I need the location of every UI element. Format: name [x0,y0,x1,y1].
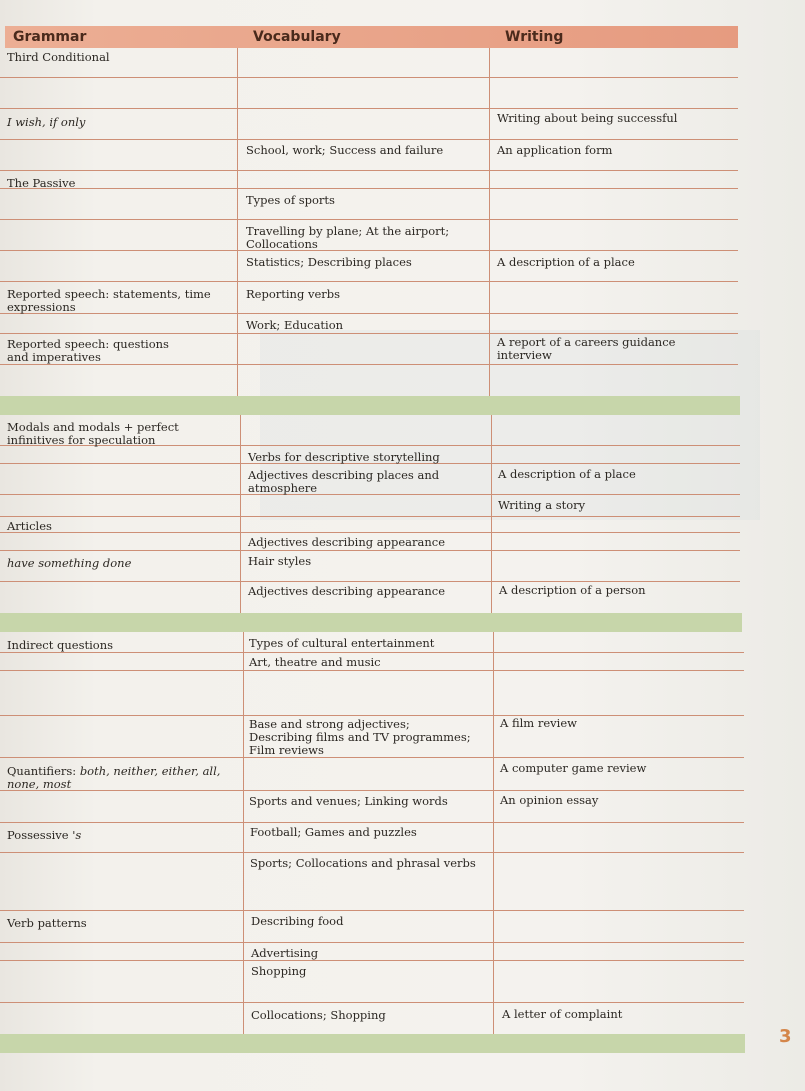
row-divider [0,188,738,189]
row-divider [0,313,738,314]
grammar-label-italic: both, neither, either, all, [79,764,221,778]
vocabulary-cell: Reporting verbs [246,287,341,301]
vocabulary-cell: Verbs for descriptive storytelling [248,450,440,464]
grammar-cell: infinitives for speculation [7,433,156,447]
writing-cell: interview [497,348,552,362]
vocabulary-cell: School, work; Success and failure [246,143,444,157]
vocabulary-cell: Sports; Collocations and phrasal verbs [250,856,476,870]
grammar-cell: and imperatives [7,350,101,364]
row-divider [0,532,740,533]
vocabulary-cell: Football; Games and puzzles [250,825,417,839]
section-band [0,396,740,415]
writing-cell: A letter of complaint [502,1007,623,1021]
vocabulary-cell: Sports and venues; Linking words [249,794,448,808]
vocabulary-cell: Shopping [251,964,307,978]
vocabulary-cell: Work; Education [246,318,344,332]
writing-cell: A report of a careers guidance [497,335,676,349]
vocabulary-cell: Types of sports [246,193,335,207]
vocabulary-cell: Art, theatre and music [249,655,381,669]
header-grammar: Grammar [13,29,87,45]
section-band [0,1034,745,1053]
row-divider [0,942,744,943]
row-divider [0,364,738,365]
writing-cell: A description of a person [499,583,646,597]
grammar-cell: Indirect questions [7,638,114,652]
vocabulary-cell: Statistics; Describing places [246,255,412,269]
row-divider [0,516,740,517]
vocabulary-cell: Collocations [246,237,318,251]
writing-cell: An application form [497,143,613,157]
grammar-label: Quantifiers: [7,764,80,778]
row-divider [0,581,740,582]
grammar-cell: Reported speech: statements, time [7,287,211,301]
row-divider [0,281,738,282]
grammar-cell: Articles [7,519,52,533]
vocabulary-cell: Adjectives describing appearance [248,584,446,598]
writing-cell: A description of a place [497,255,635,269]
vocabulary-cell: Adjectives describing appearance [248,535,446,549]
row-divider [0,494,740,495]
row-divider [0,715,744,716]
grammar-cell: Verb patterns [7,916,87,930]
row-divider [0,550,740,551]
grammar-label-italic: 's [72,828,82,842]
grammar-cell: The Passive [7,176,76,190]
vocabulary-cell: Base and strong adjectives; [249,717,410,731]
page-number: 3 [779,1026,792,1047]
grammar-cell: none, most [7,777,72,791]
column-divider [493,632,494,1034]
grammar-cell: have something done [7,556,132,570]
table-header [5,26,738,48]
column-divider [237,48,238,396]
vocabulary-cell: Collocations; Shopping [251,1008,386,1022]
header-writing: Writing [505,29,564,45]
grammar-label: Possessive [7,828,73,842]
row-divider [0,670,744,671]
row-divider [0,757,744,758]
row-divider [0,250,738,251]
writing-cell: An opinion essay [500,793,599,807]
grammar-cell: Third Conditional [7,50,110,64]
vocabulary-cell: Describing films and TV programmes; [249,730,471,744]
vocabulary-cell: Adjectives describing places and [248,468,440,482]
writing-cell: Writing a story [498,498,586,512]
grammar-cell: Reported speech: questions [7,337,169,351]
row-divider [0,852,744,853]
row-divider [0,170,738,171]
column-divider [489,48,490,396]
vocabulary-cell: Advertising [251,946,319,960]
row-divider [0,652,744,653]
row-divider [0,219,738,220]
row-divider [0,108,738,109]
row-divider [0,1002,744,1003]
vocabulary-cell: Types of cultural entertainment [249,636,435,650]
vocabulary-cell: Describing food [251,914,344,928]
writing-cell: A film review [500,716,577,730]
vocabulary-cell: Hair styles [248,554,312,568]
header-vocabulary: Vocabulary [253,29,341,45]
row-divider [0,139,738,140]
grammar-cell: Modals and modals + perfect [7,420,179,434]
row-divider [0,960,744,961]
row-divider [0,77,738,78]
row-divider [0,910,744,911]
vocabulary-cell: atmosphere [248,481,318,495]
writing-cell: Writing about being successful [497,111,678,125]
writing-cell: A description of a place [498,467,636,481]
writing-cell: A computer game review [500,761,647,775]
row-divider [0,822,744,823]
vocabulary-cell: Travelling by plane; At the airport; [246,224,450,238]
grammar-cell: expressions [7,300,76,314]
grammar-cell: I wish, if only [7,115,86,129]
row-divider [0,333,738,334]
section-band [0,613,742,632]
row-divider [0,790,744,791]
column-divider [243,632,244,1034]
grammar-cell [7,829,81,842]
vocabulary-cell: Film reviews [249,743,324,757]
